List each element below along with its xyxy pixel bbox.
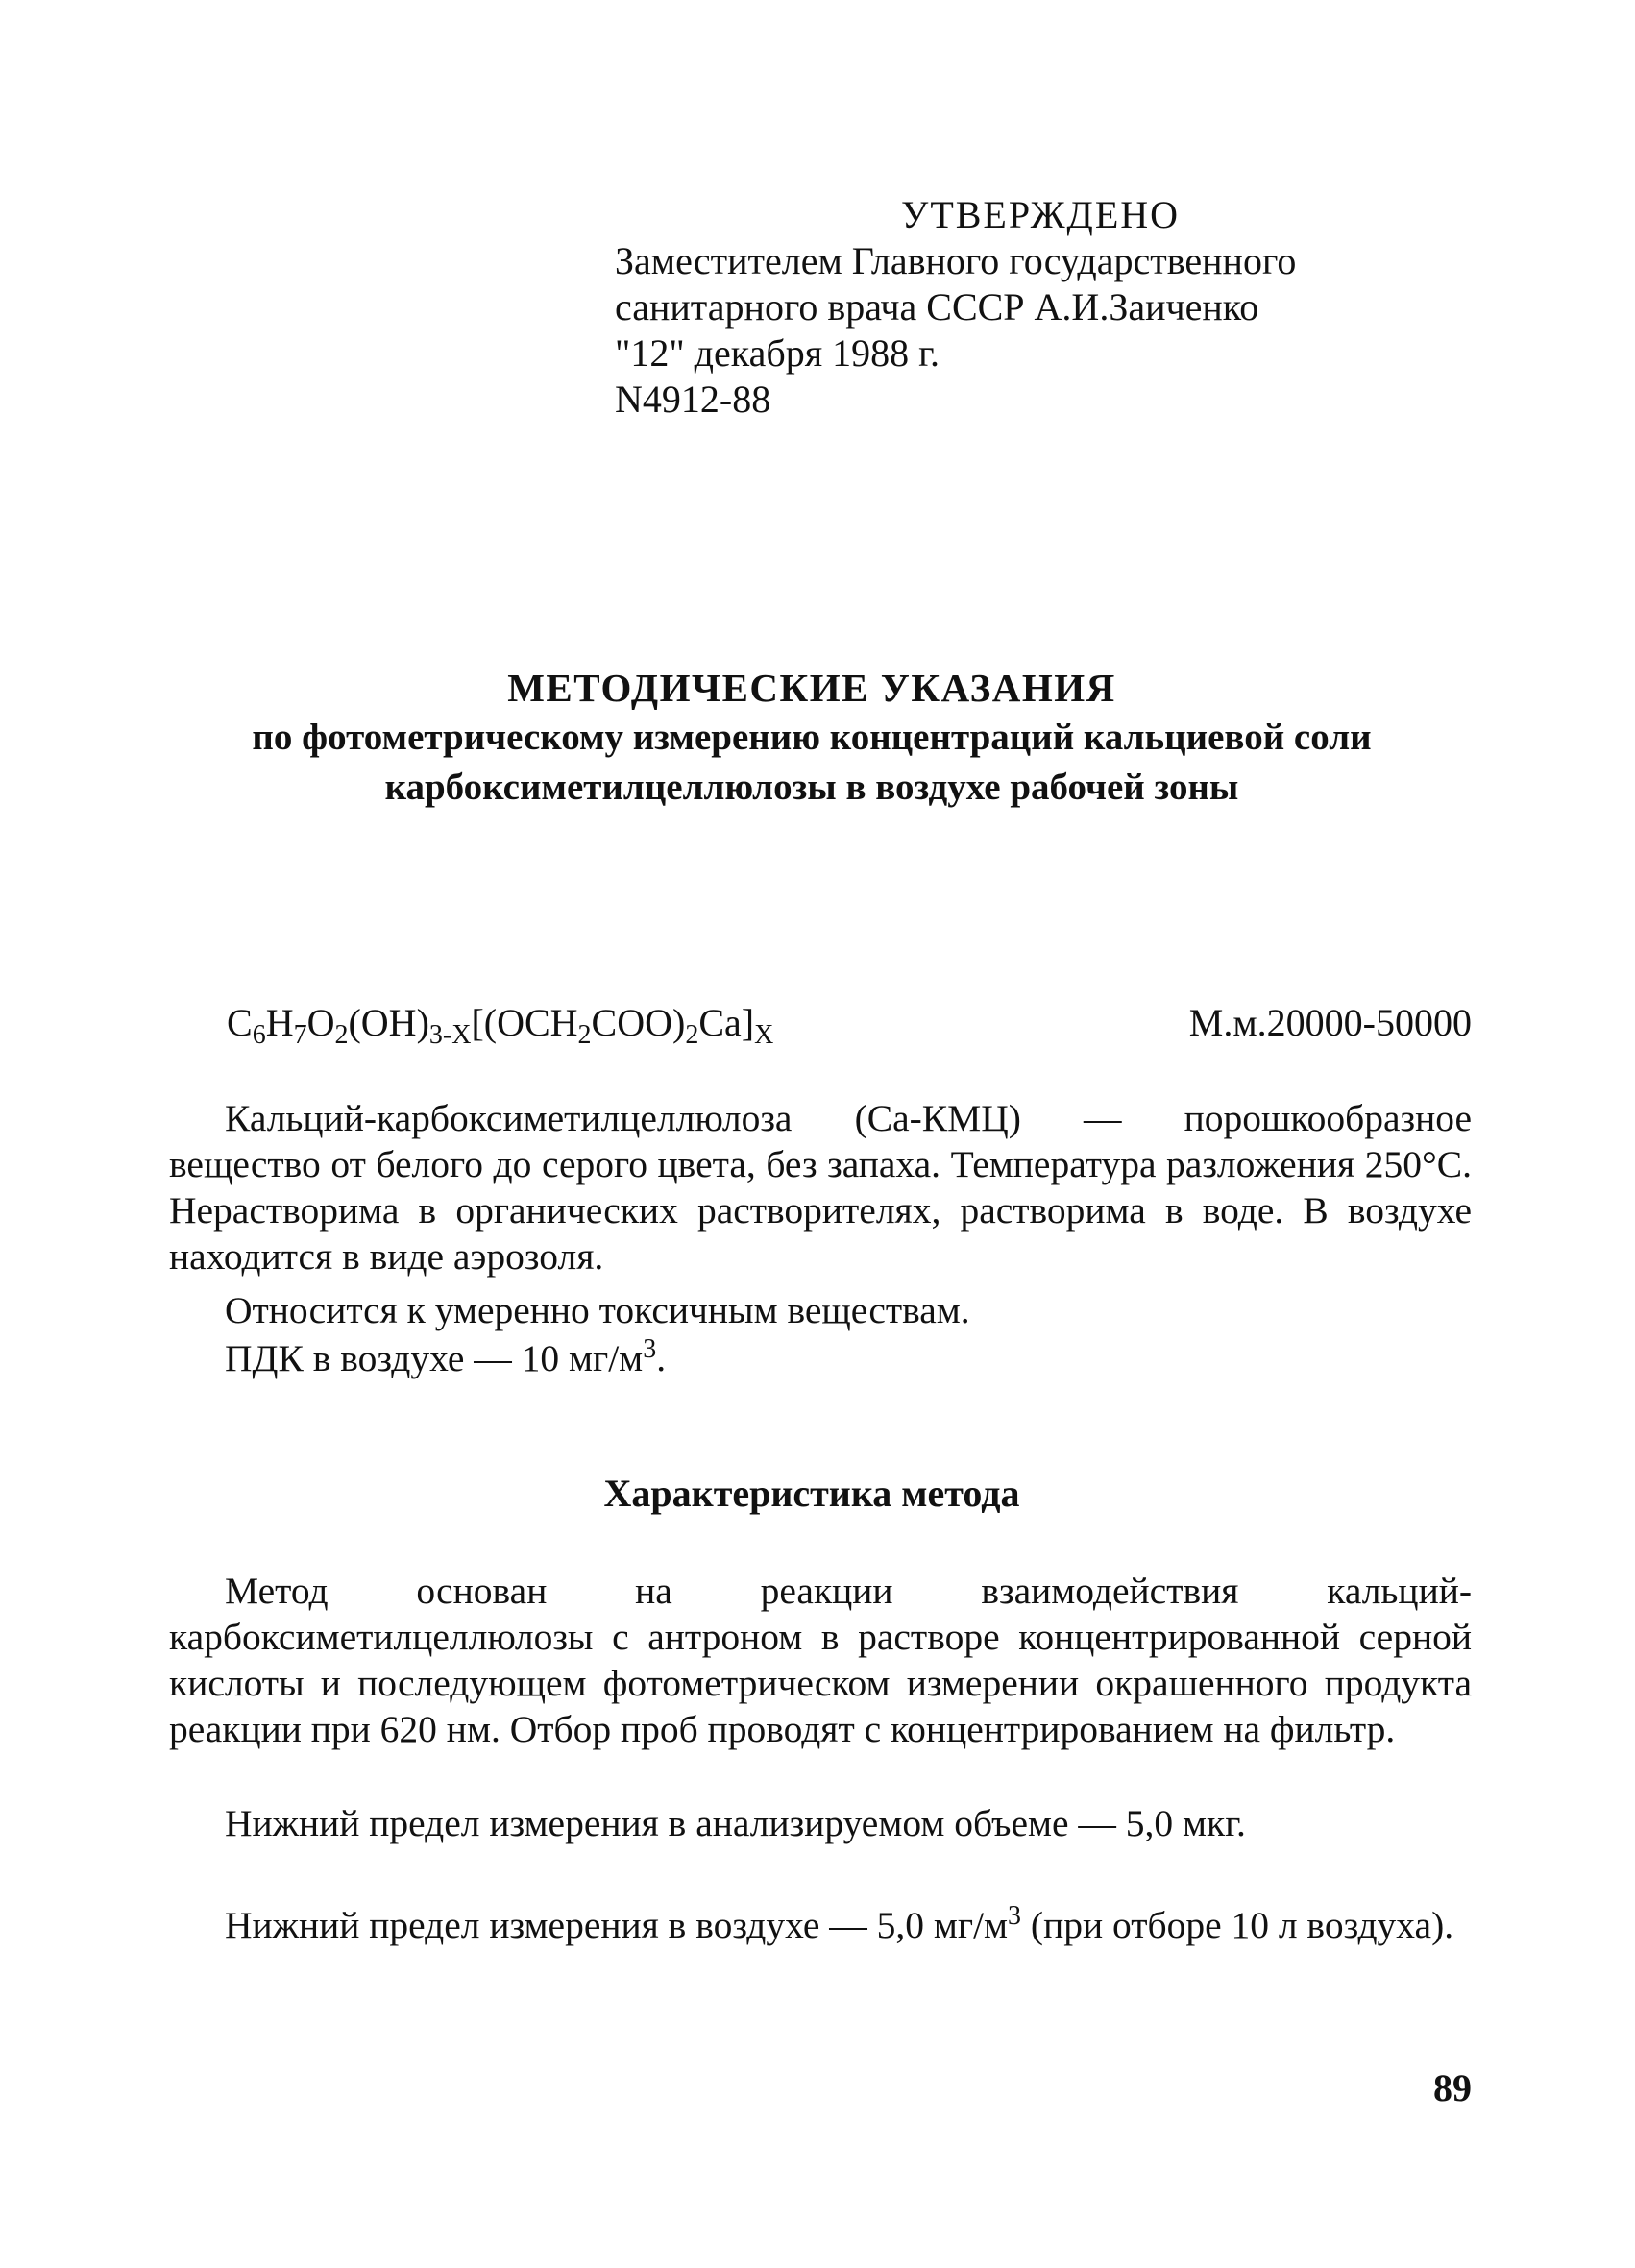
formula-subscript: 3-X [428, 1020, 472, 1050]
formula-subscript: 2 [334, 1020, 349, 1050]
limit-air-exponent: 3 [1008, 1901, 1022, 1931]
formula-subscript: 2 [577, 1020, 592, 1050]
approval-heading: УТВЕРЖДЕНО [901, 193, 1181, 236]
pdk-exponent: 3 [643, 1334, 657, 1364]
approval-line-2: санитарного врача СССР А.И.Заиченко [615, 285, 1259, 329]
title-main: МЕТОДИЧЕСКИЕ УКАЗАНИЯ [507, 666, 1116, 710]
formula-subscript: 6 [252, 1020, 266, 1050]
formula-part: [(OCH [471, 1001, 578, 1044]
title-sub-line-1: по фотометрическому измерению концентраций кальциевой соли [252, 717, 1372, 758]
method-text: Метод основан на реакции взаимодействия кальций-карбоксиметилцеллюлозы с антроном в растворе концентрированной серной кислоты и последующем фотометрическом измерении окрашенного продукта реакции при 620 нм. Отбор проб проводят с концентрированием на фильтр. [169, 1570, 1472, 1750]
approval-number: N4912-88 [615, 378, 771, 421]
formula-subscript: 7 [293, 1020, 307, 1050]
approval-line-3: "12" декабря 1988 г. [615, 331, 940, 375]
limit-volume-note [169, 1800, 1472, 1846]
limit-air-text: Нижний предел измерения в воздухе — 5,0 мг/м [225, 1904, 1009, 1946]
formula-part: Ca] [698, 1001, 755, 1044]
formula-subscript: X [754, 1020, 774, 1050]
pdk-text: ПДК в воздухе — 10 мг/м [225, 1337, 644, 1379]
formula-part: C [227, 1001, 253, 1044]
formula-part: COO) [591, 1001, 686, 1044]
document-title [115, 663, 1508, 813]
toxicity-text: Относится к умеренно токсичным веществам. [225, 1289, 970, 1331]
limit-air-text-end: (при отборе 10 л воздуха). [1021, 1904, 1454, 1946]
molecular-mass: М.м.20000-50000 [1188, 1001, 1472, 1044]
substance-description [169, 1095, 1472, 1280]
chemical-formula [227, 999, 773, 1060]
limit-volume-text: Нижний предел измерения в анализируемом объеме — 5,0 мкг. [225, 1802, 1246, 1844]
limit-air-note [169, 1902, 1472, 1948]
pdk-end: . [656, 1337, 667, 1379]
approval-line-1: Заместителем Главного государственного [615, 239, 1297, 282]
approval-block [615, 192, 1537, 423]
formula-part: O [306, 1001, 335, 1044]
section-heading: Характеристика метода [603, 1472, 1020, 1515]
description-text: Кальций-карбоксиметилцеллюлоза (Са-КМЦ) — порошкообразное вещество от белого до серого цвета, без запаха. Температура разложения 250°С. Нерастворима в органических растворителях, растворима в воде. В воздухе находится в виде аэрозоля. [169, 1097, 1472, 1278]
formula-part: H [265, 1001, 294, 1044]
page-number: 89 [1433, 2066, 1472, 2109]
formula-part: (OH) [348, 1001, 429, 1044]
pdk-note [169, 1335, 1472, 1381]
toxicity-note [169, 1287, 1472, 1333]
formula-subscript: 2 [685, 1020, 699, 1050]
method-description [169, 1568, 1472, 1752]
title-sub-line-2: карбоксиметилцеллюлозы в воздухе рабочей зоны [384, 767, 1239, 808]
